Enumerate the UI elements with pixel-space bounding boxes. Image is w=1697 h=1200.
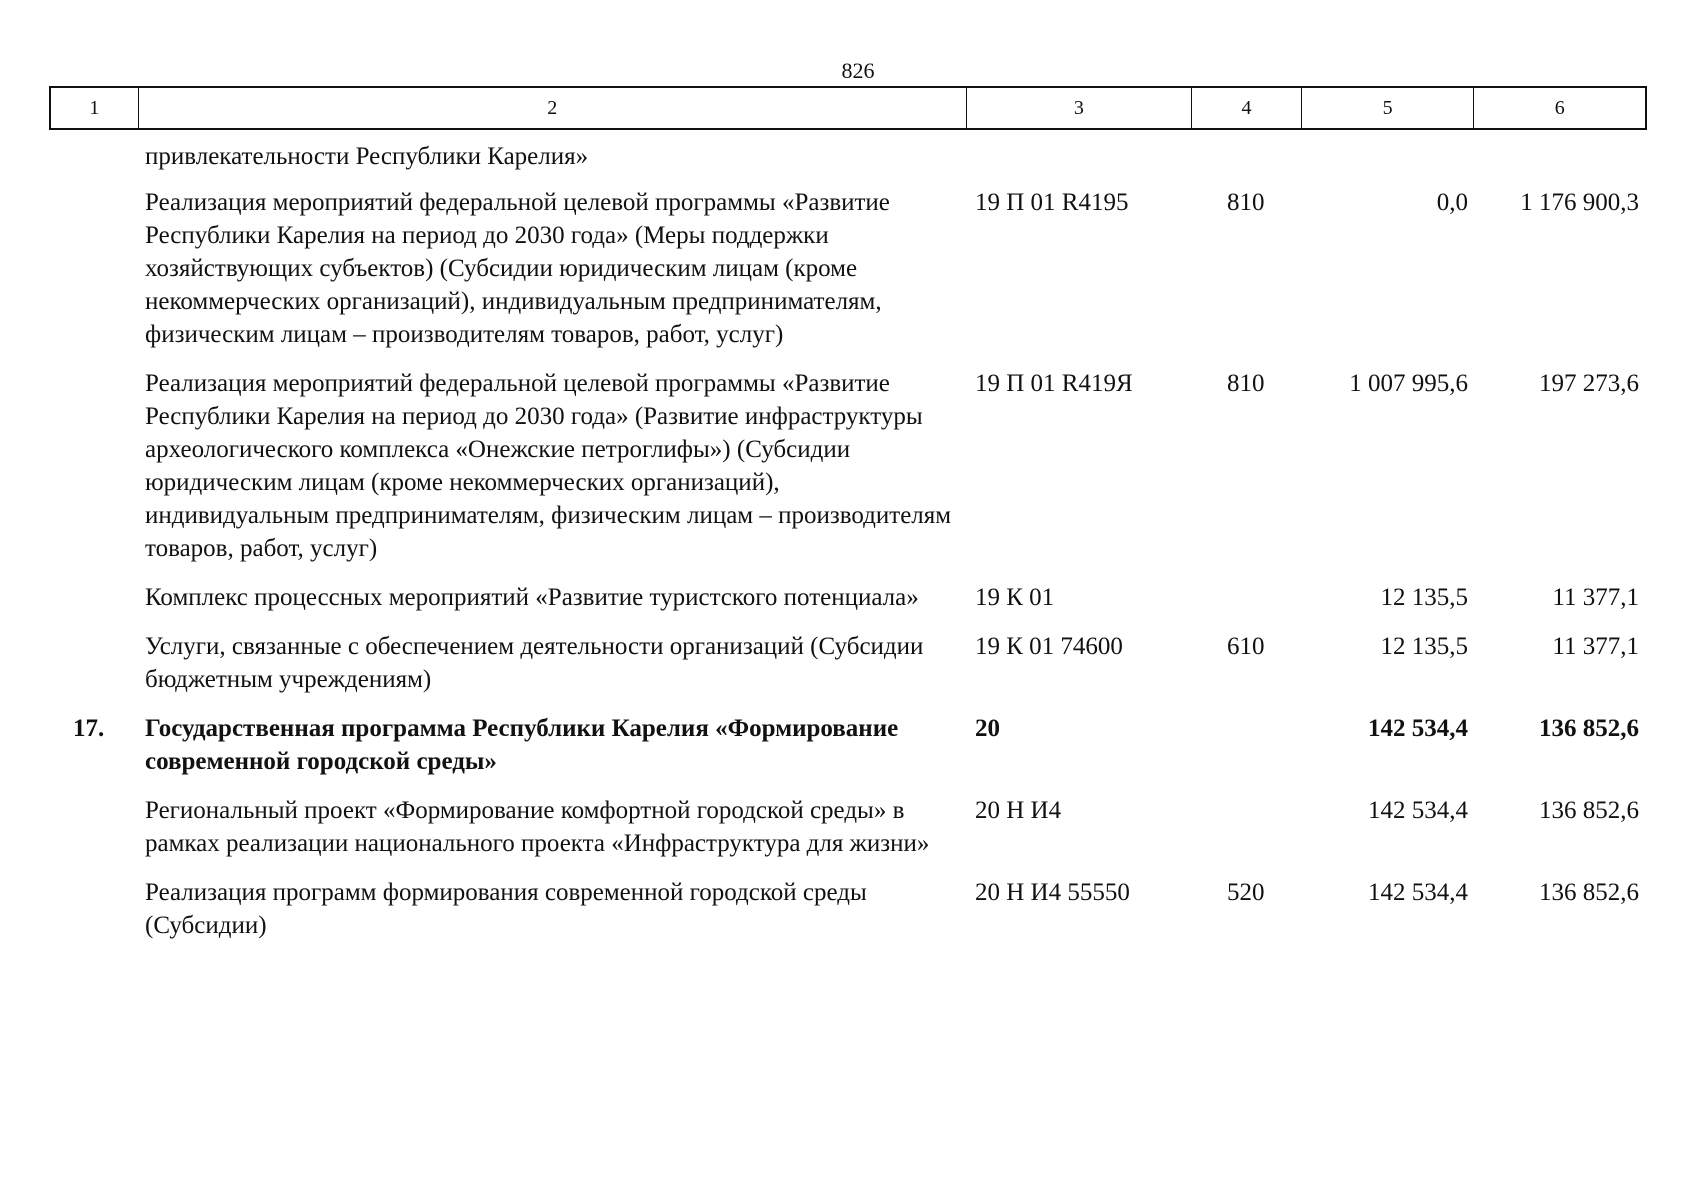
header-col-5: 5 <box>1302 88 1475 128</box>
row-expense-type: 810 <box>1227 370 1265 397</box>
row-description: привлекательности Республики Карелия» <box>145 143 589 170</box>
table-row <box>49 581 1647 614</box>
row-value-5 <box>1303 140 1476 173</box>
table-row <box>49 876 1647 942</box>
row-value-5: 12 135,5 <box>1380 584 1468 611</box>
row-code: 20 <box>975 715 1000 742</box>
row-value-6: 136 852,6 <box>1539 715 1639 742</box>
row-number <box>49 186 137 351</box>
row-value-6: 136 852,6 <box>1539 879 1639 906</box>
row-number <box>49 876 137 942</box>
row-expense-type: 610 <box>1227 633 1265 660</box>
table-row <box>49 186 1647 351</box>
header-col-1: 1 <box>51 88 139 128</box>
row-value-6: 136 852,6 <box>1539 797 1639 824</box>
table-row <box>49 367 1647 565</box>
row-description: Услуги, связанные с обеспечением деятельности организаций (Субсидии бюджетным учреждениям) <box>145 633 924 693</box>
row-expense-type <box>1193 794 1303 860</box>
header-col-3: 3 <box>967 88 1192 128</box>
table-row <box>49 630 1647 696</box>
row-value-5: 142 534,4 <box>1368 797 1468 824</box>
row-value-5: 1 007 995,6 <box>1349 370 1468 397</box>
row-description: Реализация программ формирования современной городской среды (Субсидии) <box>145 879 867 939</box>
row-code: 19 К 01 74600 <box>975 633 1123 660</box>
table-header <box>49 86 1647 130</box>
row-expense-type: 520 <box>1227 879 1265 906</box>
row-number: 17. <box>73 715 105 742</box>
row-expense-type: 810 <box>1227 189 1265 216</box>
row-value-5: 142 534,4 <box>1368 879 1468 906</box>
row-value-6: 197 273,6 <box>1539 370 1639 397</box>
row-number <box>49 367 137 565</box>
row-description: Реализация мероприятий федеральной целевой программы «Развитие Республики Карелия на период до 2030 года» (Меры поддержки хозяйствующих субъектов) (Субсидии юридическим лицам (кроме некоммерческих организаций), индивидуальным предпринимателям, физическим лицам – производителям товаров, работ, услуг) <box>145 189 890 348</box>
row-value-6 <box>1476 140 1647 173</box>
row-number <box>49 630 137 696</box>
row-number <box>49 140 137 173</box>
row-value-6: 1 176 900,3 <box>1520 189 1639 216</box>
table-row <box>49 140 1647 173</box>
row-code: 19 П 01 R419Я <box>975 370 1133 397</box>
row-description: Региональный проект «Формирование комфортной городской среды» в рамках реализации национального проекта «Инфраструктура для жизни» <box>145 797 930 857</box>
row-description: Государственная программа Республики Карелия «Формирование современной городской среды» <box>145 715 899 775</box>
header-col-2: 2 <box>139 88 967 128</box>
row-code: 19 П 01 R4195 <box>975 189 1129 216</box>
header-col-6: 6 <box>1554 96 1565 119</box>
header-col-4: 4 <box>1192 88 1302 128</box>
row-value-5: 0,0 <box>1436 189 1468 216</box>
table-body <box>49 140 1647 958</box>
row-expense-type <box>1193 712 1303 778</box>
row-code <box>967 140 1193 173</box>
table-row <box>49 794 1647 860</box>
row-value-6: 11 377,1 <box>1552 584 1639 611</box>
row-value-5: 142 534,4 <box>1368 715 1468 742</box>
row-code: 20 Н И4 55550 <box>975 879 1130 906</box>
row-number <box>49 794 137 860</box>
row-value-5: 12 135,5 <box>1380 633 1468 660</box>
row-description: Реализация мероприятий федеральной целевой программы «Развитие Республики Карелия на период до 2030 года» (Развитие инфраструктуры археологического комплекса «Онежские петроглифы») (Субсидии юридическим лицам (кроме некоммерческих организаций), индивидуальным предпринимателям, физическим лицам – производителям товаров, работ, услуг) <box>145 370 952 562</box>
row-code: 20 Н И4 <box>975 797 1062 824</box>
row-description: Комплекс процессных мероприятий «Развитие туристского потенциала» <box>145 584 919 611</box>
page-number: 826 <box>841 58 875 83</box>
row-number <box>49 581 137 614</box>
row-code: 19 К 01 <box>975 584 1055 611</box>
row-value-6: 11 377,1 <box>1552 633 1639 660</box>
row-expense-type <box>1193 581 1303 614</box>
row-expense-type <box>1193 140 1303 173</box>
table-row-program <box>49 712 1647 778</box>
